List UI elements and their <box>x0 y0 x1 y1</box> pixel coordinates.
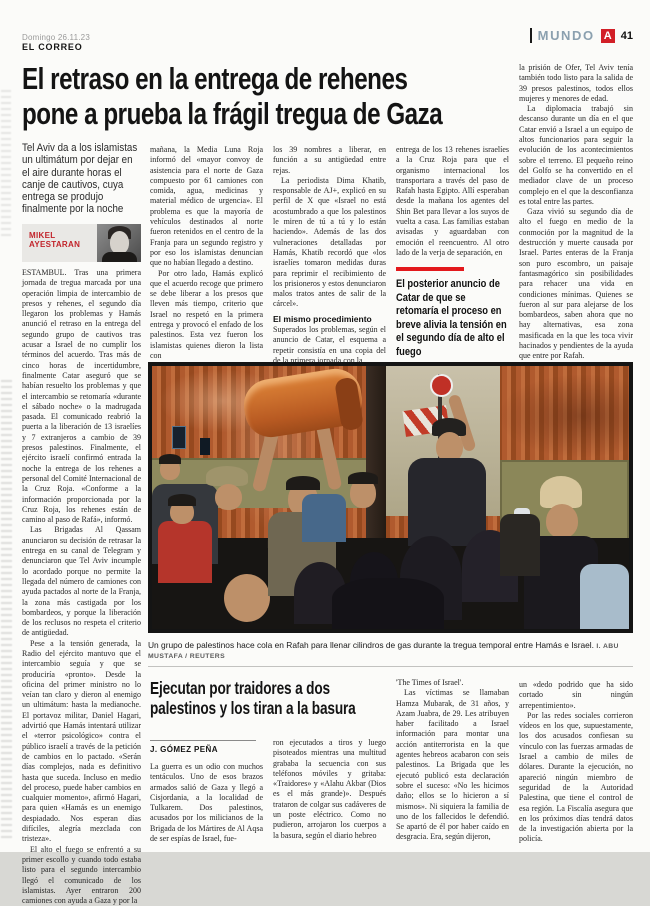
secondary-headline <box>150 678 356 718</box>
photo-boy-hair <box>168 494 196 506</box>
header-divider-bar <box>530 28 532 43</box>
paragraph: El alto el fuego se enfrentó a su primer escollo y cuando todo estaba listo para el segundo intercambio llegó el comunicado de los islamistas. Ayer entraron 200 camiones con ayuda a Gaza y por la <box>22 844 141 906</box>
article-photo <box>148 362 633 633</box>
paragraph: Superados los problemas, según el anuncio de Catar, el esquema a repetir consistía en una copia del de la primera jornada con la <box>273 325 386 365</box>
lead-headline-line1: El retraso en la entrega de rehenes <box>22 61 408 96</box>
paragraph: La periodista Dima Khatib, responsable de AJ+, explicó en su perfil de X que «Israel no está acostumbrado a que los palestinos le miren de tú a tú y lo están haciendo». Además de las dos vulneraciones detalladas por Hamás, Khatib recordó que «los israelíes tomaron medidas duras para reprimir el recibimiento de los prisioneros y estos denunciaron malos tratos antes de salir de la cárcel». <box>273 175 386 309</box>
photo-lifter-hair <box>286 476 320 490</box>
section-name: MUNDO <box>537 28 595 43</box>
photo-knit-cap-face <box>546 504 578 538</box>
photo-raised-phone <box>172 426 186 449</box>
secondary-headline-line2: palestinos y los tiran a la basura <box>150 698 356 718</box>
photo-gesturer-body <box>408 458 486 546</box>
photo-tan-cap-face <box>215 484 242 510</box>
brand-a-logo-icon: A <box>601 29 615 43</box>
lead-column-1 <box>22 268 141 906</box>
photo-mid-hair <box>348 472 378 484</box>
photo-raised-phone-2 <box>200 438 210 455</box>
photo-bald-head <box>224 574 270 622</box>
lead-headline-line2: pone a prueba la frágil tregua de Gaza <box>22 95 443 131</box>
edition-date: Domingo 26.11.23 <box>22 33 90 42</box>
secondary-byline-rule <box>150 740 256 741</box>
lead-headline <box>22 62 502 131</box>
author-photo <box>97 224 141 262</box>
secondary-column-1 <box>150 762 263 846</box>
lead-standfirst: Tel Aviv da a los islamistas un ultimátum por dejar en el aire durante horas el canje de cautivos, cuya entrega se produjo finalmente por la noche <box>22 142 138 216</box>
page-number: 41 <box>620 29 633 42</box>
secondary-headline-line1: Ejecutan por traidores a dos <box>150 678 330 698</box>
photo-caption <box>148 640 633 660</box>
secondary-column-3 <box>396 678 509 846</box>
lead-column-3-top <box>273 145 386 310</box>
photo-red-shirt-boy <box>158 521 212 583</box>
photo-blue-shirt-right <box>580 564 629 629</box>
lead-subhead: El mismo procedimiento <box>273 313 372 324</box>
lead-column-5 <box>519 63 633 365</box>
photo-blue-jacket <box>302 494 346 542</box>
author-photo-shoulders <box>102 252 137 262</box>
pull-quote: El posterior anuncio de Catar de que se retomaría el proceso en breve alivia la tensión en el segundo día de alto el fuego <box>396 278 507 358</box>
section-header <box>530 28 633 43</box>
newspaper-name: EL CORREO <box>22 42 83 52</box>
lead-column-2 <box>150 145 263 365</box>
lead-column-4 <box>396 145 509 365</box>
paragraph: Gaza vivió su segundo día de alto el fuego en medio de la conmoción por la magnitud de la destrucción y muerte causada por Israel. Partes enteras de la Franja son puro escombro, un paisaje fantasmagórico sin posibilidades para rehacer una vida en condiciones mínimas. Quienes se fueron al sur para alejarse de los bombardeos, saben ahora que no hay alternativas, esa zona masificada en la que les toca vivir hacinados y pendientes de la ayuda que entre por Rafah. <box>519 207 633 361</box>
paragraph: un «dedo podrido que ha sido cortado sin ningún arrepentimiento». <box>519 680 633 710</box>
photo-hood-big <box>332 578 444 629</box>
lead-column-4-text <box>396 145 509 258</box>
photo-dark-figure-right <box>500 514 540 576</box>
paragraph: Por otro lado, Hamás explicó que el acuerdo recoge que primero se debe liberar a los presos que lleven más tiempo, criterio que Israel no respetó en la primera entrega y provocó el enfado de los palestinos. Esta vez fueron los islamistas quienes dieron la lista con <box>150 268 263 360</box>
secondary-column-2 <box>273 738 386 846</box>
secondary-author: J. GÓMEZ PEÑA <box>150 745 218 754</box>
paragraph: mañana, la Media Luna Roja informó del «mayor convoy de asistencia para el norte de Gaza compuesto por 61 camiones con comida, agua, medicinas y material médico de urgencia». El problema es que la mayoría de vehículos destinados al norte fueron retenidos en el centro de la Franja para un segundo registro y por eso los islamistas denuncian que no habían llegado a destino. <box>150 145 263 268</box>
paragraph: Las Brigadas Al Qassam anunciaron su decisión de retrasar la entrega en su canal de Telegram y denunciaron que Tel Aviv incumple lo acordado porque no permite la llegada del número de camiones con ayuda pactados al norte de la Franja, la zona más castigada por los bombardeos, y porque la liberación de los reclusos no respeta el criterio de antigüedad. <box>22 525 141 638</box>
secondary-column-4 <box>519 680 633 846</box>
paragraph: La guerra es un odio con muchos tentáculos. Uno de esos brazos armados salió de Gaza y llegó a Cisjordania, a la localidad de Tulkarem. Dos palestinos, acusados por los milicianos de la Brigada de los Mártires de Al Aqsa de ser espías de Israel, fue- <box>150 762 263 844</box>
paragraph: ron ejecutados a tiros y luego pisoteados mientras una multitud grababa la secuencia con sus teléfonos móviles y gritaba: «Traidores» y «Alahu Akbar (Dios es el más grande)». Después trataron de colgar sus cadáveres de un poste eléctrico. Como no pudieron, arrojaron los cuerpos a la basura, según el diario hebreo <box>273 738 386 840</box>
author-byline-box <box>22 224 141 262</box>
paragraph: entrega de los 13 rehenes israelíes a la Cruz Roja para que el organismo internacional los transportara a través del paso de Rafah hasta Egipto. Allí esperaban desde la mañana los agentes del Shin Bet para llevar a los suyos de vuelta a casa. Las familias estaban avisadas y aguardaban con emoción el reencuentro. Al otro lado de la verja de separación, en <box>396 145 509 257</box>
print-bleed-artifact-top <box>1 90 11 240</box>
print-bleed-artifact <box>1 380 12 840</box>
photo-round-sign <box>430 374 453 397</box>
paragraph: ESTAMBUL. Tras una primera jornada de tregua marcada por una operación limpia de intercambio de presos y rehenes, el segundo día llegaron los problemas y Hamás anunció el retraso en la entrega del segundo grupo de cautivos tras acusar a Israel de no cumplir los términos del acuerdo. Tras más de cinco horas de incertidumbre, finalmente Catar aseguró que se habían resuelto los problemas y que el intercambio se retomaría «durante el sábado noche» o la madrugada pasada. El comunicado reabrió la puerta a la liberación de 13 israelíes y 7 extranjeros a cambio de 39 presos palestinos. Finalmente, el ejército israelí confirmó entrada la noche la entrega de los rehenes a personal del Comité Internacional de la Cruz Roja. «Conforme a la información proporcionada por la Cruz Roja, los rehenes están de camino al paso de Rafá», informó. <box>22 268 141 525</box>
paragraph: La diplomacia trabajó sin descanso durante un día en el que Catar envió a Israel a un equipo de altos funcionarios para seguir la evolución de los acontecimientos sobre el terreno. El pequeño reino del Golfo se ha convertido en el mediador clave de un proceso complejo en el que la desconfianza es total entre las partes. <box>519 104 633 206</box>
lead-column-3 <box>273 145 386 365</box>
photo-credit: I. ABU MUSTAFA / REUTERS <box>148 643 619 660</box>
photo-scene <box>152 366 629 629</box>
paragraph: Las víctimas se llamaban Hamza Mubarak, de 31 años, y Azam Juabra, de 29. Les atribuyen haber facilitado a Israel información para montar una acción antiterrorista en la que agentes hebreos acabaron con seis palestinos. La Brigada que les ejecutó publicó esta declaración sobre el suceso: «No les hicimos daño; ellos se lo hicieron a sí mismos». Ni siquiera la familia de uno de los fallecidos le defendió. Se apartó de él por haber caído en desgracia. Era, según dijeron, <box>396 688 509 842</box>
photo-caption-text: Un grupo de palestinos hace cola en Rafah para llenar cilindros de gas durante la tregua temporal entre Hamás e Israel. <box>148 640 594 650</box>
lead-column-3-bottom <box>273 325 386 366</box>
author-photo-face <box>110 231 129 254</box>
article-divider-rule <box>148 666 633 667</box>
paragraph: Por las redes sociales corrieron vídeos en los que, supuestamente, los dos acusados confiesan su vínculo con las fuerzas armadas de Israel a cambio de miles de dólares. Durante la ejecución, no apareció ningún miembro de seguridad de la Autoridad Palestina, que tiene el control de esa región. La Fiscalía asegura que en los próximos días tendrá datos de la investigación abierta por la policía. <box>519 710 633 844</box>
author-name: MIKEL AYESTARAN <box>29 231 81 249</box>
pull-quote-rule <box>396 267 464 271</box>
paragraph: Pese a la tensión generada, la Radio del ejército mantuvo que el intercambio seguía y que se produciría «pronto». Desde la oficina del primer ministro no lo veían tan claro y dieron al enemigo un ultimátum: hasta la medianoche. El portavoz militar, Daniel Hagari, advirtió que Hamás intentará utilizar el «terror psicológico» contra el público israelí a través de la petición de cambios en lo pactado. «Serán días complejos, nada es definitivo hasta que suceda. Incluso en medio del proceso, puede haber cambios en cualquier momento», afirmó Hagari, para quien «Hamás es un enemigo despiadado. Nos esperan días difíciles, alegría mezclada con tristeza». <box>22 638 141 844</box>
photo-tan-cap <box>206 466 248 486</box>
paragraph: 'The Times of Israel'. <box>396 678 464 687</box>
paragraph: la prisión de Ofer, Tel Aviv tenía también todo listo para la salida de 39 presos palestinos, todos ellos mujeres y menores de edad. <box>519 63 633 103</box>
photo-hair <box>159 454 181 464</box>
paragraph: los 39 nombres a liberar, en función a su antigüedad entre rejas. <box>273 145 386 175</box>
